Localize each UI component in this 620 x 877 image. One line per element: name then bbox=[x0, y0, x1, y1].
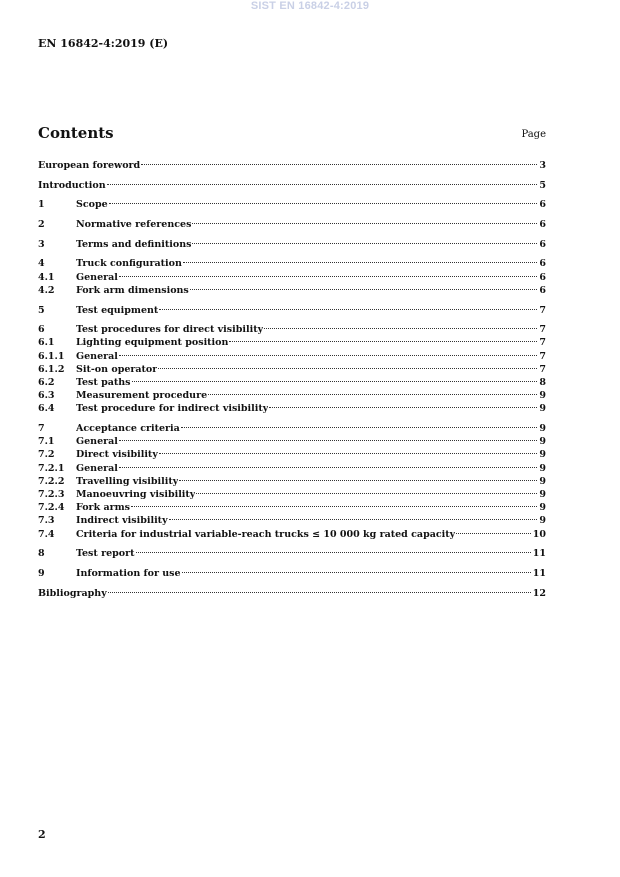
toc-entry-page: 7 bbox=[539, 363, 546, 375]
toc-entry-number: 7.2.2 bbox=[38, 475, 65, 487]
toc-entry-title: Test equipment bbox=[76, 304, 159, 316]
toc-entry-title: General bbox=[76, 436, 118, 448]
toc-entry-page: 9 bbox=[539, 449, 546, 461]
toc-leader-dots bbox=[208, 394, 537, 395]
toc-entry-title: Test report bbox=[76, 548, 135, 560]
toc-leader-dots bbox=[181, 427, 538, 428]
toc-leader-dots bbox=[136, 552, 531, 553]
toc-entry-title: Criteria for industrial variable-reach trucks ≤ 10 000 kg rated capacity bbox=[76, 528, 456, 540]
toc-entry[interactable] bbox=[38, 547, 546, 560]
toc-entry[interactable] bbox=[38, 323, 546, 336]
toc-entry[interactable] bbox=[38, 363, 546, 376]
toc-leader-dots bbox=[264, 328, 537, 329]
toc-entry[interactable] bbox=[38, 218, 546, 231]
toc-leader-dots bbox=[108, 592, 531, 593]
toc-entry[interactable] bbox=[38, 514, 546, 527]
toc-entry[interactable] bbox=[38, 567, 546, 580]
toc-entry-title: Travelling visibility bbox=[76, 475, 179, 487]
toc-entry-title: General bbox=[76, 350, 118, 362]
toc-entry-page: 9 bbox=[539, 462, 546, 474]
toc-entry[interactable] bbox=[38, 402, 546, 415]
toc-entry-page: 9 bbox=[539, 423, 546, 434]
toc-entry-page: 6 bbox=[539, 284, 546, 296]
toc-entry[interactable] bbox=[38, 528, 546, 541]
toc-entry-number: 6.1 bbox=[38, 337, 55, 349]
toc-entry-page: 9 bbox=[539, 502, 546, 514]
toc-entry-number: 6.4 bbox=[38, 403, 55, 415]
toc-entry-page: 9 bbox=[539, 403, 546, 415]
toc-entry-title: Measurement procedure bbox=[76, 390, 208, 402]
watermark: SIST EN 16842-4:2019 bbox=[250, 0, 370, 12]
toc-entry[interactable] bbox=[38, 336, 546, 349]
toc-leader-dots bbox=[109, 203, 538, 204]
toc-leader-dots bbox=[182, 572, 531, 573]
toc-entry[interactable] bbox=[38, 284, 546, 297]
toc-entry-page: 9 bbox=[539, 390, 546, 402]
toc-leader-dots bbox=[131, 506, 537, 507]
toc-entry-page: 8 bbox=[539, 376, 546, 388]
toc-entry-title: European foreword bbox=[38, 160, 141, 171]
toc-entry-title: Information for use bbox=[76, 567, 181, 579]
toc-entry-number: 6.2 bbox=[38, 376, 55, 388]
toc-entry[interactable] bbox=[38, 389, 546, 402]
toc-entry-number: 1 bbox=[38, 199, 45, 211]
toc-leader-dots bbox=[169, 519, 538, 520]
toc-leader-dots bbox=[119, 355, 537, 356]
toc-entry[interactable] bbox=[38, 462, 546, 475]
toc-entry-title: Test paths bbox=[76, 376, 131, 388]
page-number: 2 bbox=[38, 828, 46, 841]
toc-entry-page: 7 bbox=[539, 337, 546, 349]
toc-entry-title: Direct visibility bbox=[76, 449, 158, 461]
toc-entry[interactable] bbox=[38, 350, 546, 363]
toc-entry-number: 7.2.4 bbox=[38, 502, 65, 514]
toc-leader-dots bbox=[196, 493, 537, 494]
toc-entry-page: 11 bbox=[532, 548, 546, 560]
toc-leader-dots bbox=[159, 309, 537, 310]
toc-entry[interactable] bbox=[38, 271, 546, 284]
toc-leader-dots bbox=[183, 262, 538, 263]
toc-entry-number: 4 bbox=[38, 258, 45, 270]
toc-entry-number: 4.2 bbox=[38, 284, 55, 296]
toc-entry-title: Fork arms bbox=[76, 502, 131, 514]
toc-entry-title: Manoeuvring visibility bbox=[76, 488, 196, 500]
toc-entry[interactable] bbox=[38, 475, 546, 488]
document-reference: EN 16842-4:2019 (E) bbox=[38, 37, 169, 50]
toc-entry-title: General bbox=[76, 271, 118, 283]
toc-entry[interactable] bbox=[38, 304, 546, 317]
toc-entry-number: 7.2.1 bbox=[38, 462, 65, 474]
toc-entry[interactable] bbox=[38, 179, 546, 192]
toc-leader-dots bbox=[158, 368, 537, 369]
toc-entry-number: 4.1 bbox=[38, 271, 55, 283]
toc-entry-title: Lighting equipment position bbox=[76, 337, 229, 349]
page-column-label: Page bbox=[521, 129, 546, 140]
toc-entry-title: Bibliography bbox=[38, 587, 107, 599]
toc-entry-number: 9 bbox=[38, 567, 45, 579]
toc-entry[interactable] bbox=[38, 448, 546, 461]
toc-entry[interactable] bbox=[38, 422, 546, 435]
toc-entry-page: 9 bbox=[539, 436, 546, 448]
toc-entry-title: Fork arm dimensions bbox=[76, 284, 189, 296]
toc-entry-number: 7.3 bbox=[38, 515, 55, 527]
toc-entry-number: 6 bbox=[38, 324, 45, 336]
toc-leader-dots bbox=[192, 223, 537, 224]
toc-entry[interactable] bbox=[38, 238, 546, 251]
contents-heading: Contents bbox=[38, 124, 114, 142]
toc-entry-page: 10 bbox=[532, 528, 546, 540]
toc-entry-page: 7 bbox=[539, 350, 546, 362]
toc-leader-dots bbox=[159, 453, 538, 454]
toc-entry-number: 3 bbox=[38, 238, 45, 250]
toc-leader-dots bbox=[179, 480, 537, 481]
toc-entry-title: Truck configuration bbox=[76, 258, 182, 270]
toc-entry[interactable] bbox=[38, 501, 546, 514]
toc-leader-dots bbox=[229, 341, 537, 342]
toc-leader-dots bbox=[192, 243, 537, 244]
toc-entry-page: 6 bbox=[539, 258, 546, 270]
toc-entry[interactable] bbox=[38, 198, 546, 211]
toc-leader-dots bbox=[141, 164, 537, 165]
toc-entry-page: 9 bbox=[539, 475, 546, 487]
toc-entry-page: 12 bbox=[532, 587, 546, 599]
toc-entry-page: 9 bbox=[539, 515, 546, 527]
toc-entry[interactable] bbox=[38, 488, 546, 501]
toc-leader-dots bbox=[132, 381, 538, 382]
toc-entry-number: 2 bbox=[38, 219, 45, 231]
toc-entry-page: 7 bbox=[539, 304, 546, 316]
toc-entry[interactable] bbox=[38, 587, 546, 600]
toc-entry-page: 6 bbox=[539, 219, 546, 231]
toc-entry-title: Terms and definitions bbox=[76, 238, 192, 250]
table-of-contents bbox=[38, 159, 546, 600]
toc-entry-title: General bbox=[76, 462, 118, 474]
toc-leader-dots bbox=[107, 184, 538, 185]
toc-entry-number: 6.1.2 bbox=[38, 363, 65, 375]
toc-entry-title: Normative references bbox=[76, 219, 192, 231]
toc-entry-title: Introduction bbox=[38, 179, 106, 191]
toc-entry-title: Test procedure for indirect visibility bbox=[76, 403, 269, 415]
toc-entry-number: 8 bbox=[38, 548, 45, 560]
toc-leader-dots bbox=[269, 407, 537, 408]
toc-entry-title: Acceptance criteria bbox=[76, 423, 180, 434]
toc-entry-number: 7.2.3 bbox=[38, 488, 65, 500]
toc-entry-page: 7 bbox=[539, 324, 546, 336]
toc-entry[interactable] bbox=[38, 257, 546, 270]
toc-entry-number: 5 bbox=[38, 304, 45, 316]
toc-entry-page: 3 bbox=[539, 160, 546, 171]
toc-entry-title: Test procedures for direct visibility bbox=[76, 324, 264, 336]
toc-leader-dots bbox=[190, 289, 538, 290]
toc-leader-dots bbox=[119, 467, 537, 468]
toc-entry-title: Scope bbox=[76, 199, 108, 211]
toc-entry-title: Sit-on operator bbox=[76, 363, 158, 375]
toc-entry-number: 6.3 bbox=[38, 390, 55, 402]
toc-entry-page: 5 bbox=[539, 179, 546, 191]
toc-entry-page: 11 bbox=[532, 567, 546, 579]
toc-entry-title: Indirect visibility bbox=[76, 515, 168, 527]
toc-entry-number: 7.2 bbox=[38, 449, 55, 461]
toc-entry-number: 7 bbox=[38, 423, 45, 434]
toc-entry-number: 7.1 bbox=[38, 436, 55, 448]
toc-entry-page: 6 bbox=[539, 199, 546, 211]
toc-entry[interactable] bbox=[38, 435, 546, 448]
toc-entry-page: 9 bbox=[539, 488, 546, 500]
toc-entry[interactable] bbox=[38, 159, 546, 172]
toc-entry-page: 6 bbox=[539, 271, 546, 283]
toc-entry-number: 7.4 bbox=[38, 528, 55, 540]
toc-entry-page: 6 bbox=[539, 238, 546, 250]
toc-leader-dots bbox=[119, 440, 537, 441]
toc-leader-dots bbox=[119, 276, 537, 277]
toc-leader-dots bbox=[456, 533, 531, 534]
toc-entry[interactable] bbox=[38, 376, 546, 389]
toc-entry-number: 6.1.1 bbox=[38, 350, 65, 362]
